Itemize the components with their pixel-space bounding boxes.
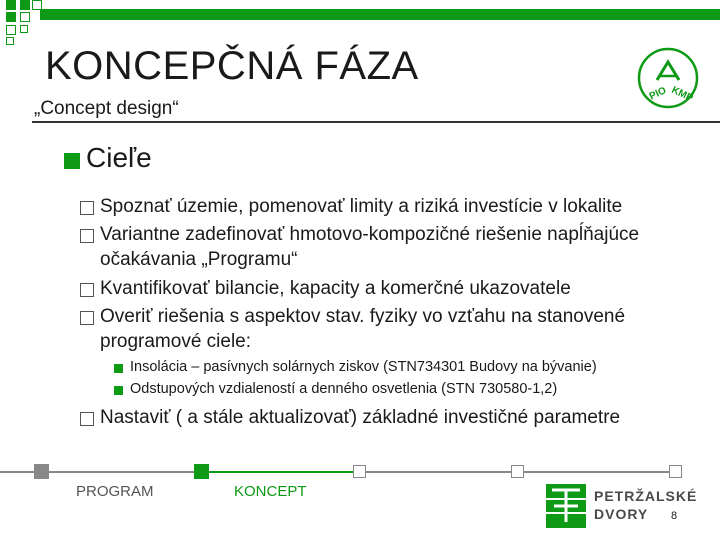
timeline-segment-3 — [209, 471, 353, 473]
corner-square-7 — [20, 25, 28, 33]
brand-name-line1: PETRŽALSKÉ — [594, 488, 698, 504]
goal-item-3: Kvantifikovať bilancie, kapacity a komerčné ukazovatele — [100, 278, 571, 299]
petrzalske-dvory-logo-mark — [546, 484, 586, 530]
timeline-segment-1 — [0, 471, 34, 473]
corner-square-1 — [6, 0, 16, 10]
timeline-label-program: PROGRAM — [76, 483, 154, 500]
checkbox-bullet-3 — [80, 283, 94, 297]
timeline-segment-4 — [366, 471, 511, 473]
goal-item-4: Overiť riešenia s aspektov stav. fyziky vo vzťahu na stanovené — [100, 306, 626, 327]
goal-item-2: Variantne zadefinovať hmotovo-kompozičné riešenie napĺňajúce — [100, 224, 640, 245]
logo-text-left: PIO — [647, 85, 669, 103]
timeline-node-koncept — [194, 464, 209, 479]
checkbox-bullet-1 — [80, 201, 94, 215]
checkbox-bullet-5 — [80, 412, 94, 426]
timeline-segment-2 — [49, 471, 194, 473]
timeline-node-4 — [511, 465, 524, 478]
goal-item-2-cont: očakávania „Programu“ — [100, 249, 298, 270]
checkbox-bullet-4 — [80, 311, 94, 325]
sub-bullet-1 — [114, 364, 123, 373]
logo-text-right: KMP — [669, 84, 695, 105]
timeline-label-koncept: KONCEPT — [234, 483, 307, 500]
timeline-node-3 — [353, 465, 366, 478]
slide-title: KONCEPČNÁ FÁZA — [45, 44, 419, 88]
corner-square-6 — [6, 25, 16, 35]
timeline-node-program — [34, 464, 49, 479]
section-heading: Cieľe — [86, 142, 152, 173]
checkbox-bullet-2 — [80, 229, 94, 243]
title-divider — [32, 121, 720, 123]
sub-item-1: Insolácia – pasívnych solárnych ziskov (STN734301 Budovy na bývanie) — [130, 359, 597, 375]
top-green-bar — [40, 9, 720, 20]
timeline-node-5 — [669, 465, 682, 478]
goal-item-5: Nastaviť ( a stále aktualizovať) základné investičné parametre — [100, 407, 621, 428]
slide-subtitle: „Concept design“ — [34, 98, 179, 119]
sub-bullet-2 — [114, 386, 123, 395]
timeline-segment-5 — [524, 471, 669, 473]
corner-square-5 — [20, 12, 30, 22]
corner-square-2 — [20, 0, 30, 10]
goal-item-1: Spoznať územie, pomenovať limity a riziká investície v lokalite — [100, 196, 623, 217]
heading-bullet — [64, 153, 80, 169]
page-number: 8 — [671, 510, 678, 522]
pio-kmp-logo — [636, 46, 700, 110]
corner-square-8 — [6, 37, 14, 45]
corner-square-4 — [6, 12, 16, 22]
brand-name-line2: DVORY — [594, 506, 649, 522]
sub-item-2: Odstupových vzdialeností a denného osvetlenia (STN 730580-1,2) — [130, 381, 558, 397]
goal-item-4-cont: programové ciele: — [100, 331, 252, 352]
